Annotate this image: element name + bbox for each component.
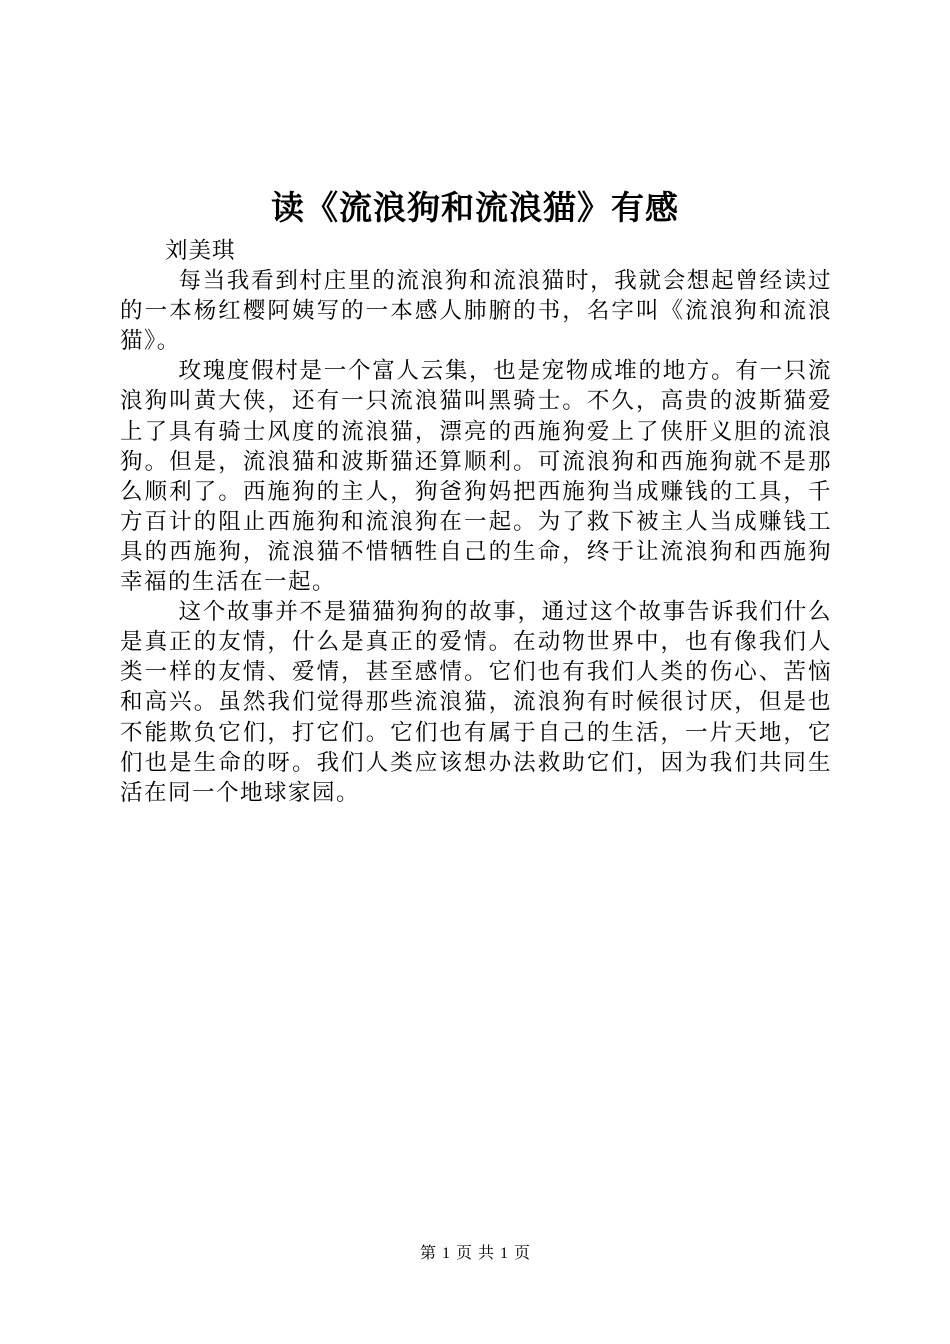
document-body [120,236,832,808]
paragraph-2: 玫瑰度假村是一个富人云集，也是宠物成堆的地方。有一只流浪狗叫黄大侠，还有一只流浪猫叫黑骑士。不久，高贵的波斯猫爱上了具有骑士风度的流浪猫，漂亮的西施狗爱上了侠肝义胆的流浪狗。但是，流浪猫和波斯猫还算顺利。可流浪狗和西施狗就不是那么顺利了。西施狗的主人，狗爸狗妈把西施狗当成赚钱的工具，千方百计的阻止西施狗和流浪狗在一起。为了救下被主人当成赚钱工具的西施狗，流浪猫不惜牺牲自己的生命，终于让流浪狗和西施狗幸福的生活在一起。 [120,358,832,596]
document-title: 读《流浪狗和流浪猫》有感 [271,188,679,227]
paragraph-1: 每当我看到村庄里的流浪狗和流浪猫时，我就会想起曾经读过的一本杨红樱阿姨写的一本感人肺腑的书，名字叫《流浪狗和流浪猫》。 [120,268,832,355]
paragraph-3: 这个故事并不是猫猫狗狗的故事，通过这个故事告诉我们什么是真正的友情，什么是真正的爱情。在动物世界中，也有像我们人类一样的友情、爱情，甚至感情。它们也有我们人类的伤心、苦恼和高兴。虽然我们觉得那些流浪猫，流浪狗有时候很讨厌，但是也不能欺负它们，打它们。它们也有属于自己的生活，一片天地，它们也是生命的呀。我们人类应该想办法救助它们，因为我们共同生活在同一个地球家园。 [120,599,832,806]
page-footer: 第 1 页 共 1 页 [419,1245,530,1262]
author-name: 刘美琪 [165,238,236,264]
